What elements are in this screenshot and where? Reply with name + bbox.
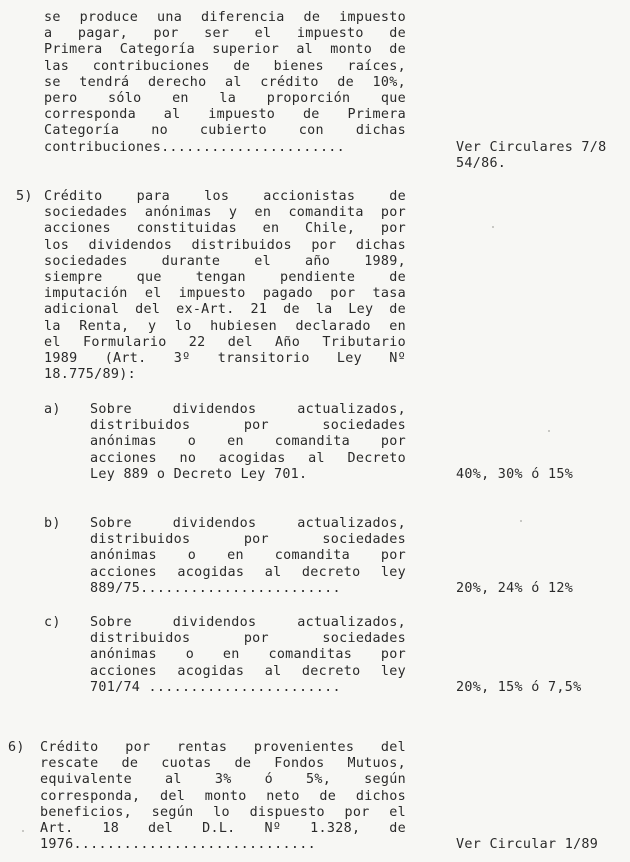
text-line: pero sólo en la proporción que — [44, 91, 406, 107]
subitem-a-rate: 40%, 30% ó 15% — [456, 467, 574, 482]
text-line: distribuidos por sociedades — [90, 532, 406, 548]
text-line: acciones no acogidas al Decreto — [90, 450, 406, 466]
text-line: a pagar, por ser el impuesto de — [44, 26, 406, 42]
text-line: Primera Categoría superior al monto de — [44, 42, 406, 58]
text-line: acciones acogidas al decreto ley — [90, 564, 406, 580]
subitem-a-paragraph — [90, 402, 406, 483]
item-6-paragraph — [40, 740, 406, 853]
text-line: Ley 889 o Decreto Ley 701. — [90, 466, 308, 482]
text-line: sociedades anónimas y en comandita por — [44, 205, 406, 221]
text-line: distribuidos por sociedades — [90, 418, 406, 434]
text-line: anónimas o en comandita por — [90, 548, 406, 564]
intro-paragraph — [44, 10, 406, 156]
text-line: siempre que tengan pendiente de — [44, 270, 406, 286]
text-line: Crédito por rentas provenientes del — [40, 740, 406, 755]
text-line: Art. 18 del D.L. Nº 1.328, de — [40, 821, 406, 837]
text-line: acciones acogidas al decreto ley — [90, 663, 406, 679]
item-6-number: 6) — [8, 740, 25, 755]
text-line: la Renta, y lo hubiesen declarado en — [44, 318, 406, 334]
text-line: equivalente al 3% ó 5%, según — [40, 772, 406, 788]
subitem-c-label: c) — [44, 615, 61, 630]
text-line: distribuidos por sociedades — [90, 631, 406, 647]
scan-speck — [22, 830, 24, 832]
subitem-c-paragraph — [90, 615, 406, 696]
subitem-b-paragraph — [90, 516, 406, 597]
text-line: las contribuciones de bienes raíces, — [44, 58, 406, 74]
text-line: 701/74 ....................... — [90, 679, 341, 695]
text-line: 1989 (Art. 3º transitorio Ley Nº — [44, 351, 406, 367]
text-line: Crédito para los accionistas de — [44, 189, 406, 204]
item-6-reference: Ver Circular 1/89 — [456, 837, 599, 852]
intro-reference-line2: 54/86. — [456, 156, 507, 171]
text-line: Sobre dividendos actualizados, — [90, 402, 406, 417]
text-line: corresponda al impuesto de Primera — [44, 107, 406, 123]
text-line: beneficios, según lo dispuesto por el — [40, 804, 406, 820]
text-line: Sobre dividendos actualizados, — [90, 516, 406, 531]
text-line: Categoría no cubierto con dichas — [44, 123, 406, 139]
text-line: imputación el impuesto pagado por tasa — [44, 286, 406, 302]
text-line: anónimas o en comanditas por — [90, 647, 406, 663]
scan-speck — [520, 520, 522, 522]
text-line: 18.775/89): — [44, 367, 136, 383]
text-line: se produce una diferencia de impuesto — [44, 10, 406, 25]
subitem-c-rate: 20%, 15% ó 7,5% — [456, 680, 582, 695]
scan-speck — [492, 226, 494, 228]
text-line: contribuciones...................... — [44, 139, 346, 155]
text-line: se tendrá derecho al crédito de 10%, — [44, 74, 406, 90]
text-line: 889/75........................ — [90, 580, 341, 596]
subitem-b-rate: 20%, 24% ó 12% — [456, 581, 574, 596]
scan-speck — [548, 430, 550, 432]
text-line: rescate de cuotas de Fondos Mutuos, — [40, 756, 406, 772]
text-line: adicional del ex-Art. 21 de la Ley de — [44, 302, 406, 318]
subitem-a-label: a) — [44, 402, 61, 417]
text-line: acciones constituidas en Chile, por — [44, 221, 406, 237]
subitem-b-label: b) — [44, 516, 61, 531]
item-5-number: 5) — [16, 189, 33, 204]
text-line: sociedades durante el año 1989, — [44, 253, 406, 269]
intro-reference-line1: Ver Circulares 7/8 — [456, 140, 607, 155]
item-5-paragraph — [44, 189, 406, 383]
text-line: anónimas o en comandita por — [90, 434, 406, 450]
text-line: el Formulario 22 del Año Tributario — [44, 334, 406, 350]
text-line: Sobre dividendos actualizados, — [90, 615, 406, 630]
text-line: los dividendos distribuidos por dichas — [44, 237, 406, 253]
text-line: 1976............................. — [40, 837, 316, 853]
text-line: corresponda, del monto neto de dichos — [40, 788, 406, 804]
